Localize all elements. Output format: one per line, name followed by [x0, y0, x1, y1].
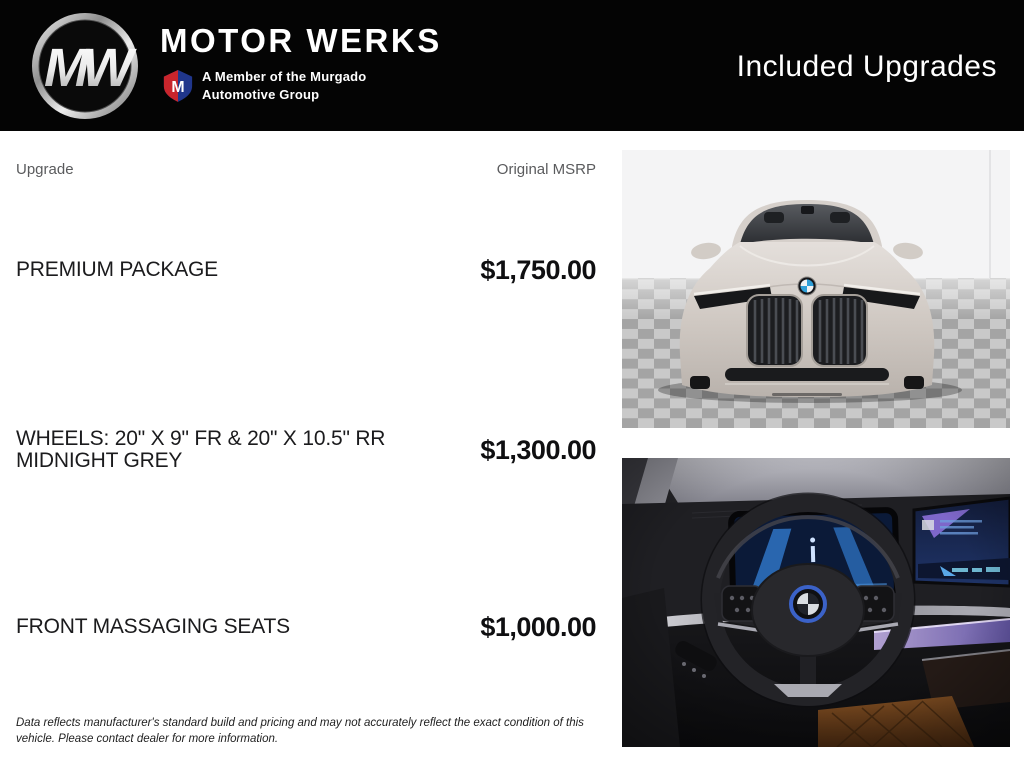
table-row	[16, 243, 596, 297]
member-line-1: A Member of the Murgado	[202, 69, 367, 85]
upgrade-msrp: $1,750.00	[480, 254, 596, 285]
steering-wheel-illustration	[622, 458, 1010, 747]
upgrade-name: PREMIUM PACKAGE	[16, 257, 218, 281]
brand-name: MOTOR WERKS	[160, 22, 442, 59]
member-line-2: Automotive Group	[202, 86, 320, 102]
upgrade-name: WHEELS: 20" X 9" FR & 20" X 10.5" RR MIDNIGHT GREY	[16, 426, 386, 472]
table-column-headers	[16, 161, 596, 178]
table-row	[16, 423, 596, 477]
member-row	[163, 68, 442, 103]
page-title: Included Upgrades	[736, 50, 997, 83]
brand-block	[160, 22, 442, 103]
member-text	[202, 68, 366, 102]
vehicle-exterior-photo	[622, 150, 1010, 428]
murgado-initial: M	[171, 79, 185, 97]
murgado-shield-icon	[163, 68, 193, 103]
disclaimer-text: Data reflects manufacturer's standard build and pricing and may not accurately reflect the exact condition of this vehicle. Please contact dealer for more information.	[16, 716, 584, 746]
vehicle-interior-photo	[622, 458, 1010, 747]
upgrade-msrp: $1,000.00	[480, 611, 596, 642]
header	[0, 0, 1024, 131]
upgrade-name: FRONT MASSAGING SEATS	[16, 614, 290, 638]
column-header-original-msrp: Original MSRP	[496, 161, 596, 178]
vehicle-front-illustration	[622, 150, 1010, 428]
table-row	[16, 600, 596, 654]
column-header-upgrade: Upgrade	[16, 161, 74, 178]
upgrade-msrp: $1,300.00	[480, 434, 596, 465]
mw-monogram-text: MW	[44, 38, 126, 98]
mw-monogram-icon	[30, 10, 140, 122]
bmw-roundel-icon	[798, 277, 816, 295]
motor-werks-logo	[30, 10, 140, 122]
